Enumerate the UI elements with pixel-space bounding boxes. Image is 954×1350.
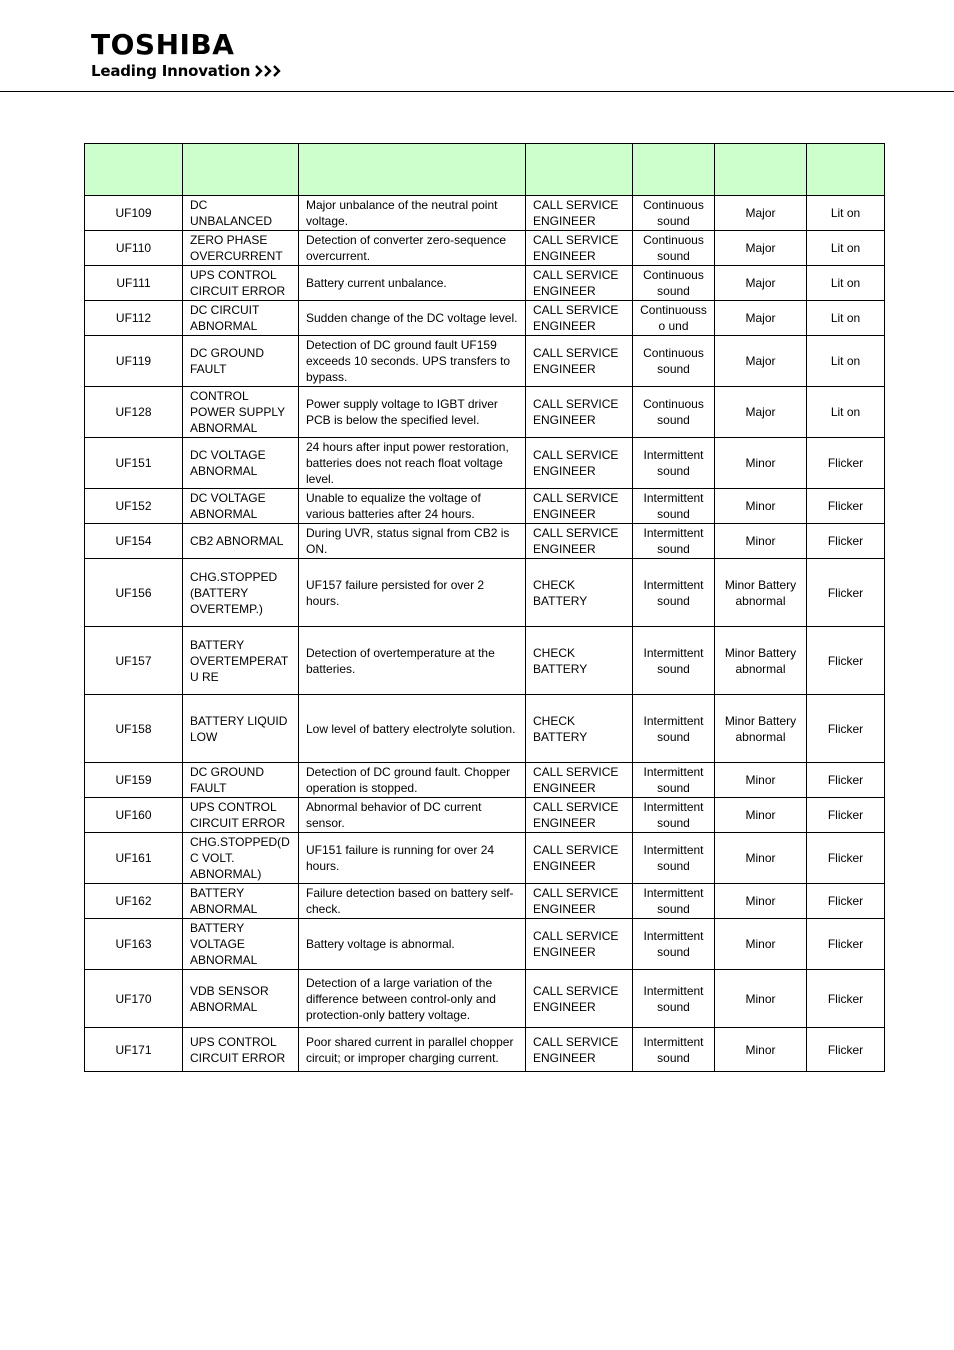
table-row bbox=[85, 524, 885, 559]
brand-tagline-text: Leading Innovation bbox=[91, 62, 251, 80]
fault-description-cell: Detection of a large variation of the difference between control-only and protection-only battery voltage. bbox=[299, 970, 526, 1028]
action-cell: CALL SERVICE ENGINEER bbox=[526, 387, 633, 438]
alarm-sound-cell: Intermittent sound bbox=[633, 919, 715, 970]
action-cell: CALL SERVICE ENGINEER bbox=[526, 266, 633, 301]
led-status-cell: Flicker bbox=[807, 695, 885, 763]
fault-name-cell: CONTROL POWER SUPPLY ABNORMAL bbox=[183, 387, 299, 438]
alarm-sound-cell: Intermittent sound bbox=[633, 524, 715, 559]
table-body bbox=[85, 196, 885, 1072]
fault-name-cell: UPS CONTROL CIRCUIT ERROR bbox=[183, 1028, 299, 1072]
table-row bbox=[85, 336, 885, 387]
fault-name-cell: CHG.STOPPED (BATTERY OVERTEMP.) bbox=[183, 559, 299, 627]
severity-cell: Minor bbox=[715, 763, 807, 798]
fault-code-cell: UF110 bbox=[85, 231, 183, 266]
chevrons-right-icon bbox=[255, 64, 283, 78]
table-row bbox=[85, 559, 885, 627]
action-cell: CALL SERVICE ENGINEER bbox=[526, 1028, 633, 1072]
fault-code-cell: UF171 bbox=[85, 1028, 183, 1072]
led-status-cell: Flicker bbox=[807, 1028, 885, 1072]
severity-cell: Minor bbox=[715, 970, 807, 1028]
action-cell: CHECK BATTERY bbox=[526, 627, 633, 695]
led-status-cell: Lit on bbox=[807, 196, 885, 231]
fault-code-table bbox=[84, 143, 885, 1072]
alarm-sound-cell: Intermittent sound bbox=[633, 1028, 715, 1072]
header-divider bbox=[0, 91, 954, 92]
severity-cell: Minor Battery abnormal bbox=[715, 627, 807, 695]
fault-code-cell: UF152 bbox=[85, 489, 183, 524]
column-header bbox=[633, 144, 715, 196]
fault-code-cell: UF112 bbox=[85, 301, 183, 336]
severity-cell: Major bbox=[715, 387, 807, 438]
fault-name-cell: VDB SENSOR ABNORMAL bbox=[183, 970, 299, 1028]
table-row bbox=[85, 301, 885, 336]
action-cell: CALL SERVICE ENGINEER bbox=[526, 884, 633, 919]
severity-cell: Minor bbox=[715, 489, 807, 524]
column-header bbox=[526, 144, 633, 196]
action-cell: CALL SERVICE ENGINEER bbox=[526, 196, 633, 231]
alarm-sound-cell: Continuous sound bbox=[633, 387, 715, 438]
alarm-sound-cell: Intermittent sound bbox=[633, 438, 715, 489]
fault-name-cell: ZERO PHASE OVERCURRENT bbox=[183, 231, 299, 266]
alarm-sound-cell: Intermittent sound bbox=[633, 627, 715, 695]
led-status-cell: Lit on bbox=[807, 266, 885, 301]
table-row bbox=[85, 489, 885, 524]
action-cell: CALL SERVICE ENGINEER bbox=[526, 489, 633, 524]
fault-code-cell: UF158 bbox=[85, 695, 183, 763]
fault-code-cell: UF111 bbox=[85, 266, 183, 301]
fault-name-cell: DC CIRCUIT ABNORMAL bbox=[183, 301, 299, 336]
fault-name-cell: DC GROUND FAULT bbox=[183, 763, 299, 798]
alarm-sound-cell: Continuous sound bbox=[633, 196, 715, 231]
severity-cell: Minor bbox=[715, 884, 807, 919]
alarm-sound-cell: Intermittent sound bbox=[633, 884, 715, 919]
fault-code-cell: UF160 bbox=[85, 798, 183, 833]
led-status-cell: Lit on bbox=[807, 301, 885, 336]
led-status-cell: Flicker bbox=[807, 970, 885, 1028]
alarm-sound-cell: Continuousso und bbox=[633, 301, 715, 336]
led-status-cell: Flicker bbox=[807, 438, 885, 489]
fault-name-cell: CB2 ABNORMAL bbox=[183, 524, 299, 559]
fault-name-cell: UPS CONTROL CIRCUIT ERROR bbox=[183, 266, 299, 301]
fault-name-cell: UPS CONTROL CIRCUIT ERROR bbox=[183, 798, 299, 833]
brand-tagline bbox=[91, 62, 291, 80]
table-row bbox=[85, 695, 885, 763]
table-row bbox=[85, 196, 885, 231]
fault-name-cell: DC GROUND FAULT bbox=[183, 336, 299, 387]
fault-code-cell: UF154 bbox=[85, 524, 183, 559]
fault-code-cell: UF170 bbox=[85, 970, 183, 1028]
fault-description-cell: Unable to equalize the voltage of various batteries after 24 hours. bbox=[299, 489, 526, 524]
table-row bbox=[85, 266, 885, 301]
fault-name-cell: BATTERY LIQUID LOW bbox=[183, 695, 299, 763]
table-row bbox=[85, 833, 885, 884]
fault-description-cell: Detection of overtemperature at the batteries. bbox=[299, 627, 526, 695]
toshiba-logo bbox=[91, 30, 291, 80]
table-header-row bbox=[85, 144, 885, 196]
action-cell: CALL SERVICE ENGINEER bbox=[526, 438, 633, 489]
table-row bbox=[85, 1028, 885, 1072]
action-cell: CALL SERVICE ENGINEER bbox=[526, 833, 633, 884]
table-row bbox=[85, 970, 885, 1028]
severity-cell: Minor Battery abnormal bbox=[715, 559, 807, 627]
fault-code-cell: UF157 bbox=[85, 627, 183, 695]
led-status-cell: Lit on bbox=[807, 336, 885, 387]
fault-description-cell: Battery voltage is abnormal. bbox=[299, 919, 526, 970]
led-status-cell: Lit on bbox=[807, 387, 885, 438]
severity-cell: Major bbox=[715, 266, 807, 301]
led-status-cell: Flicker bbox=[807, 884, 885, 919]
severity-cell: Minor bbox=[715, 919, 807, 970]
alarm-sound-cell: Intermittent sound bbox=[633, 798, 715, 833]
alarm-sound-cell: Continuous sound bbox=[633, 231, 715, 266]
fault-description-cell: Detection of DC ground fault UF159 exceeds 10 seconds. UPS transfers to bypass. bbox=[299, 336, 526, 387]
led-status-cell: Lit on bbox=[807, 231, 885, 266]
action-cell: CALL SERVICE ENGINEER bbox=[526, 970, 633, 1028]
alarm-sound-cell: Intermittent sound bbox=[633, 833, 715, 884]
alarm-sound-cell: Intermittent sound bbox=[633, 489, 715, 524]
action-cell: CALL SERVICE ENGINEER bbox=[526, 231, 633, 266]
alarm-sound-cell: Continuous sound bbox=[633, 266, 715, 301]
fault-description-cell: Sudden change of the DC voltage level. bbox=[299, 301, 526, 336]
fault-description-cell: Major unbalance of the neutral point voltage. bbox=[299, 196, 526, 231]
led-status-cell: Flicker bbox=[807, 763, 885, 798]
severity-cell: Major bbox=[715, 301, 807, 336]
fault-code-cell: UF128 bbox=[85, 387, 183, 438]
severity-cell: Major bbox=[715, 196, 807, 231]
action-cell: CHECK BATTERY bbox=[526, 559, 633, 627]
table-header bbox=[85, 144, 885, 196]
fault-name-cell: BATTERY OVERTEMPERATU RE bbox=[183, 627, 299, 695]
alarm-sound-cell: Intermittent sound bbox=[633, 695, 715, 763]
led-status-cell: Flicker bbox=[807, 919, 885, 970]
brand-name: TOSHIBA bbox=[91, 28, 235, 61]
severity-cell: Minor bbox=[715, 524, 807, 559]
table-row bbox=[85, 627, 885, 695]
fault-name-cell: BATTERY VOLTAGE ABNORMAL bbox=[183, 919, 299, 970]
alarm-sound-cell: Intermittent sound bbox=[633, 970, 715, 1028]
severity-cell: Major bbox=[715, 231, 807, 266]
fault-description-cell: Detection of converter zero-sequence overcurrent. bbox=[299, 231, 526, 266]
severity-cell: Minor Battery abnormal bbox=[715, 695, 807, 763]
fault-code-cell: UF119 bbox=[85, 336, 183, 387]
fault-description-cell: Low level of battery electrolyte solution. bbox=[299, 695, 526, 763]
action-cell: CALL SERVICE ENGINEER bbox=[526, 336, 633, 387]
fault-description-cell: Power supply voltage to IGBT driver PCB is below the specified level. bbox=[299, 387, 526, 438]
fault-description-cell: Poor shared current in parallel chopper circuit; or improper charging current. bbox=[299, 1028, 526, 1072]
fault-description-cell: During UVR, status signal from CB2 is ON. bbox=[299, 524, 526, 559]
fault-code-cell: UF109 bbox=[85, 196, 183, 231]
severity-cell: Minor bbox=[715, 798, 807, 833]
fault-description-cell: Failure detection based on battery self-check. bbox=[299, 884, 526, 919]
fault-code-cell: UF156 bbox=[85, 559, 183, 627]
action-cell: CALL SERVICE ENGINEER bbox=[526, 301, 633, 336]
action-cell: CALL SERVICE ENGINEER bbox=[526, 524, 633, 559]
led-status-cell: Flicker bbox=[807, 559, 885, 627]
column-header bbox=[85, 144, 183, 196]
fault-code-cell: UF162 bbox=[85, 884, 183, 919]
fault-name-cell: BATTERY ABNORMAL bbox=[183, 884, 299, 919]
table-row bbox=[85, 387, 885, 438]
table-row bbox=[85, 763, 885, 798]
action-cell: CHECK BATTERY bbox=[526, 695, 633, 763]
fault-description-cell: UF151 failure is running for over 24 hours. bbox=[299, 833, 526, 884]
severity-cell: Major bbox=[715, 336, 807, 387]
fault-description-cell: Detection of DC ground fault. Chopper operation is stopped. bbox=[299, 763, 526, 798]
column-header bbox=[807, 144, 885, 196]
fault-code-cell: UF151 bbox=[85, 438, 183, 489]
fault-description-cell: Abnormal behavior of DC current sensor. bbox=[299, 798, 526, 833]
action-cell: CALL SERVICE ENGINEER bbox=[526, 763, 633, 798]
table-row bbox=[85, 438, 885, 489]
table-row bbox=[85, 884, 885, 919]
action-cell: CALL SERVICE ENGINEER bbox=[526, 919, 633, 970]
fault-code-cell: UF161 bbox=[85, 833, 183, 884]
column-header bbox=[183, 144, 299, 196]
column-header bbox=[715, 144, 807, 196]
severity-cell: Minor bbox=[715, 438, 807, 489]
table-row bbox=[85, 919, 885, 970]
table-row bbox=[85, 798, 885, 833]
fault-name-cell: DC VOLTAGE ABNORMAL bbox=[183, 438, 299, 489]
led-status-cell: Flicker bbox=[807, 489, 885, 524]
led-status-cell: Flicker bbox=[807, 798, 885, 833]
led-status-cell: Flicker bbox=[807, 524, 885, 559]
fault-description-cell: Battery current unbalance. bbox=[299, 266, 526, 301]
fault-code-cell: UF163 bbox=[85, 919, 183, 970]
alarm-sound-cell: Intermittent sound bbox=[633, 763, 715, 798]
column-header bbox=[299, 144, 526, 196]
alarm-sound-cell: Intermittent sound bbox=[633, 559, 715, 627]
fault-description-cell: UF157 failure persisted for over 2 hours. bbox=[299, 559, 526, 627]
fault-name-cell: DC VOLTAGE ABNORMAL bbox=[183, 489, 299, 524]
severity-cell: Minor bbox=[715, 1028, 807, 1072]
alarm-sound-cell: Continuous sound bbox=[633, 336, 715, 387]
action-cell: CALL SERVICE ENGINEER bbox=[526, 798, 633, 833]
fault-name-cell: DC UNBALANCED bbox=[183, 196, 299, 231]
table-row bbox=[85, 231, 885, 266]
led-status-cell: Flicker bbox=[807, 833, 885, 884]
severity-cell: Minor bbox=[715, 833, 807, 884]
led-status-cell: Flicker bbox=[807, 627, 885, 695]
fault-name-cell: CHG.STOPPED(DC VOLT. ABNORMAL) bbox=[183, 833, 299, 884]
fault-description-cell: 24 hours after input power restoration, batteries does not reach float voltage level. bbox=[299, 438, 526, 489]
fault-code-cell: UF159 bbox=[85, 763, 183, 798]
